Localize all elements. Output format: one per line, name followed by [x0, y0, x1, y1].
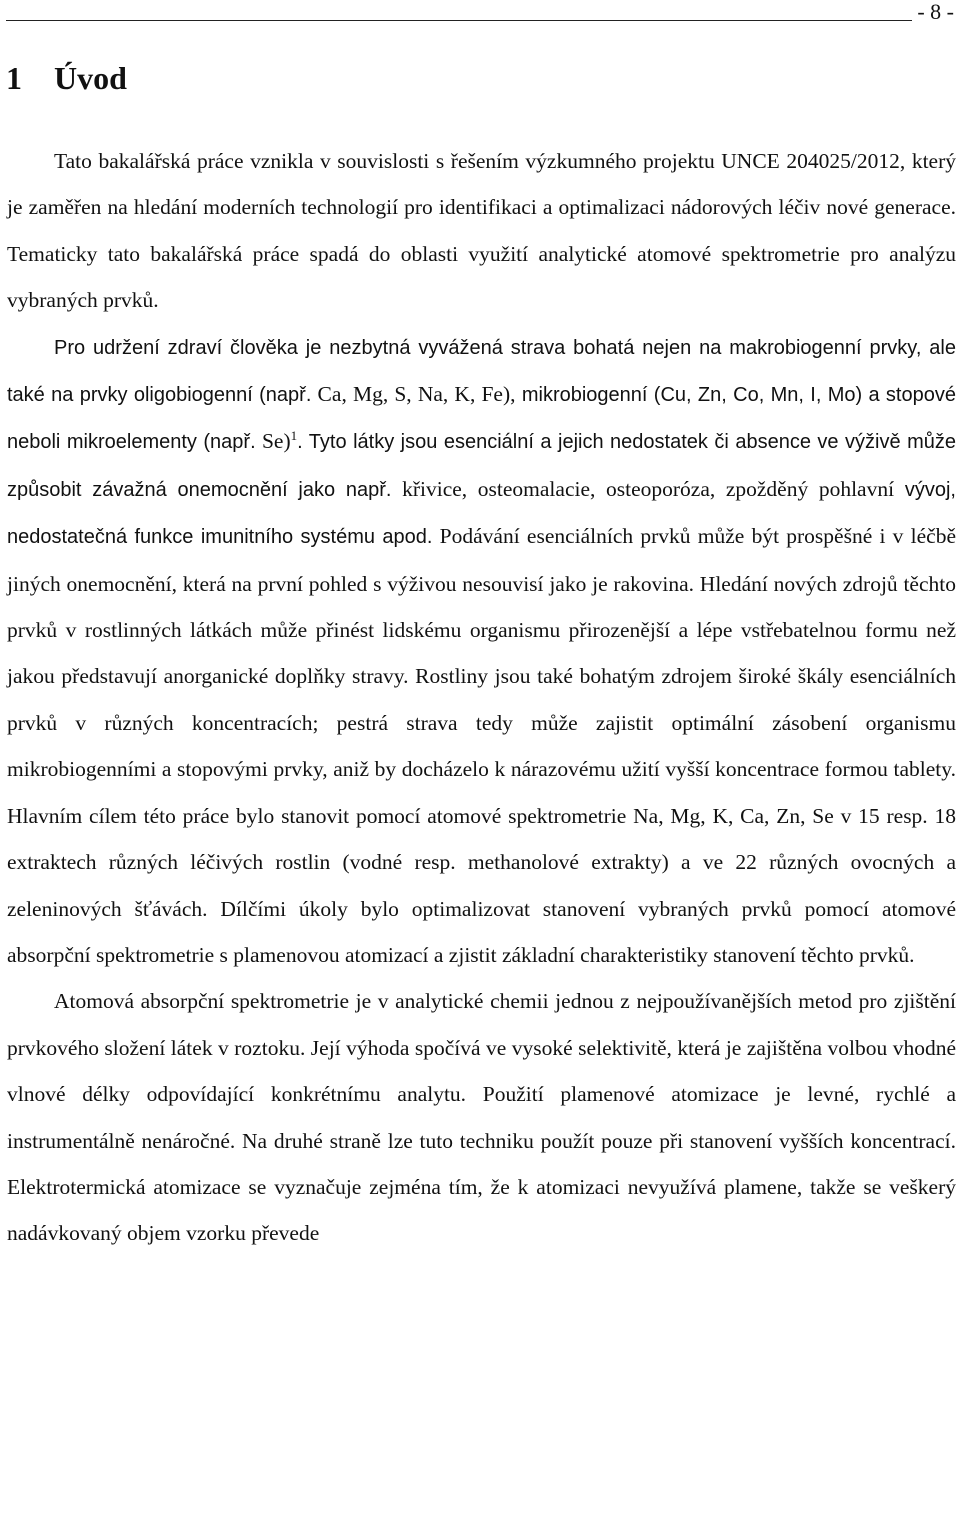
- chapter-number: 1: [6, 60, 22, 96]
- body-text: [7, 138, 956, 1257]
- paragraph-1: Tato bakalářská práce vznikla v souvislosti s řešením výzkumného projektu UNCE 204025/2012, který je zaměřen na hledání moderních technologií pro identifikaci a optimalizaci nádorových léčiv nové generace. Tematicky tato bakalářská práce spadá do oblasti využití analytické atomové spektrometrie pro analýzu vybraných prvků.: [7, 149, 956, 313]
- footnote-reference[interactable]: 1: [290, 428, 298, 444]
- header-rule: [6, 20, 912, 21]
- page-number: - 8 -: [917, 0, 954, 24]
- paragraph-3: Atomová absorpční spektrometrie je v analytické chemii jednou z nejpoužívanějších metod pro zjištění prvkového složení látek v roztoku. Její výhoda spočívá ve vysoké selektivitě, která je zajištěna volbou vhodné vlnové délky odpovídající konkrétnímu analytu. Použití plamenové atomizace je levné, rychlé a instrumentálně nenáročné. Na druhé straně lze tuto techniku použít pouze při stanovení vyšších koncentrací. Elektrotermická atomizace se vyznačuje zejména tím, že k atomizaci nevyužívá plamene, takže se veškerý nadávkovaný objem vzorku převede: [7, 989, 956, 1246]
- paragraph-2-text-g: vývoj, nedostatečná funkce imunitního systému apod.: [7, 478, 956, 549]
- chapter-title: Úvod: [54, 60, 127, 96]
- paragraph-2-text-b: Ca, Mg, S, Na, K, Fe),: [311, 382, 516, 407]
- paragraph-2-text-h: Podávání esenciálních prvků může být prospěšné i v léčbě jiných onemocnění, která na první pohled s výživou nesouvisí jako je rakovina. Hledání nových zdrojů těchto prvků v rostlinných látkách může přinést lidskému organismu přirozenější a lépe vstřebatelnou formu než jakou představují anorganické doplňky stravy. Rostliny jsou také bohatým zdrojem široké škály esenciálních prvků v různých koncentracích; pestrá strava tedy může zajistit optimální zásobení organismu mikrobiogenními a stopovými prvky, aniž by docházelo k nárazovému užití vyšší koncentrace formou tablety. Hlavním cílem této práce bylo stanovit pomocí atomové spektrometrie Na, Mg, K, Ca, Zn, Se v 15 resp. 18 extraktech různých léčivých rostlin (vodné resp. methanolové extrakty) a ve 22 různých ovocných a zeleninových šťávách. Dílčími úkoly bylo optimalizovat stanovení vybraných prvků pomocí atomové absorpční spektrometrie s plamenovou atomizací a zjistit základní charakteristiky stanovení těchto prvků.: [7, 524, 956, 967]
- paragraph-2-text-d: Se): [255, 429, 291, 454]
- paragraph-2-text-f: křivice, osteomalacie, osteoporóza, zpožděný pohlavní: [391, 476, 895, 501]
- paragraph-2: [7, 324, 956, 979]
- chapter-heading: [6, 58, 127, 98]
- paragraph-2-text-a: Pro udržení zdraví člověka je nezbytná vyvážená strava bohatá nejen na makrobiogenní prvky, ale také na prvky oligobiogenní (např.: [7, 336, 956, 407]
- paragraph-2-text-e: . Tyto látky jsou esenciální a jejich nedostatek či absence ve výživě může způsobit závažná onemocnění jako např.: [7, 431, 956, 501]
- paragraph-2-text-c: mikrobiogenní (Cu, Zn, Co, Mn, I, Mo) a stopové neboli mikroelementy (např.: [7, 384, 956, 454]
